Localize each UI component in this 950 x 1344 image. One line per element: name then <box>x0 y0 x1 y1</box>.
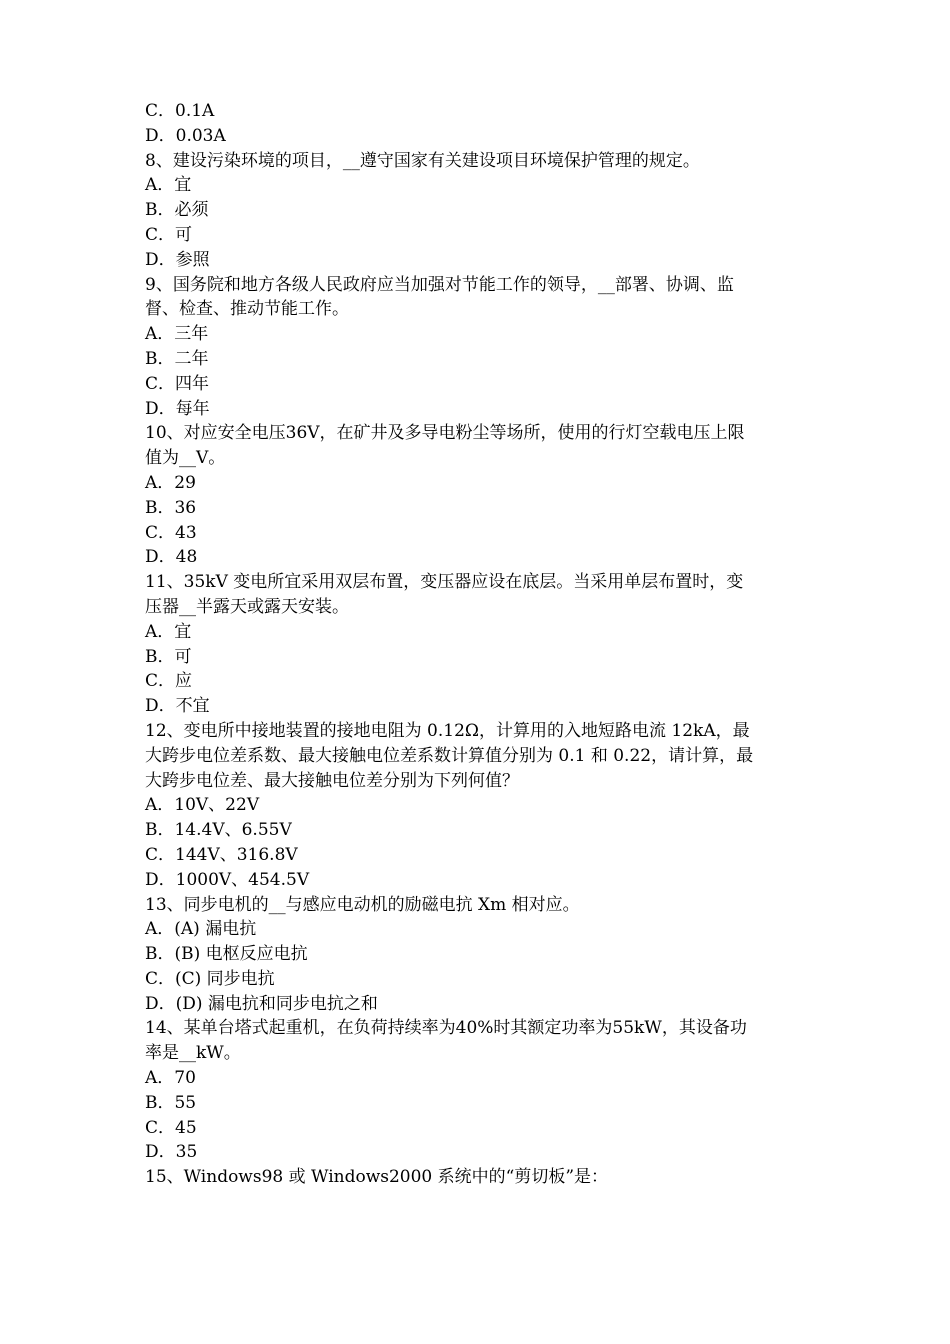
answer-option-line: D．1000V、454.5V <box>145 869 310 890</box>
answer-option-line: B．可 <box>145 646 192 667</box>
answer-option-line: D．(D) 漏电抗和同步电抗之和 <box>145 993 378 1014</box>
answer-option-line: B．36 <box>145 497 197 518</box>
answer-option-line: A．宜 <box>145 621 192 642</box>
question-text-line: 督、检查、推动节能工作。 <box>145 299 349 320</box>
answer-option-line: C．可 <box>145 224 193 245</box>
answer-option-line: B．55 <box>145 1092 197 1113</box>
question-text-line: 8、建设污染环境的项目，__遵守国家有关建设项目环境保护管理的规定。 <box>145 150 700 171</box>
question-text-line: 14、某单台塔式起重机，在负荷持续率为40%时其额定功率为55kW，其设备功 <box>145 1018 747 1039</box>
question-text-line: 大跨步电位差、最大接触电位差分别为下列何值？ <box>145 770 519 791</box>
question-text-line: 大跨步电位差系数、最大接触电位差系数计算值分别为 0.1 和 0.22，请计算，最 <box>145 745 754 766</box>
question-text-line: 15、Windows98 或 Windows2000 系统中的“剪切板”是： <box>145 1167 609 1188</box>
answer-option-line: A．三年 <box>145 324 209 345</box>
question-text-line: 值为__V。 <box>145 448 226 469</box>
answer-option-line: D．48 <box>145 547 198 568</box>
answer-option-line: A．(A) 漏电抗 <box>145 919 257 940</box>
question-text-line: 压器__半露天或露天安装。 <box>145 596 349 617</box>
answer-option-line: C．(C) 同步电抗 <box>145 968 275 989</box>
answer-option-line: C．应 <box>145 671 193 692</box>
answer-option-line: A．29 <box>145 472 196 493</box>
answer-option-line: B．二年 <box>145 348 209 369</box>
question-text-line: 11、35kV 变电所宜采用双层布置，变压器应设在底层。当采用单层布置时，变 <box>145 572 744 593</box>
answer-option-line: B．(B) 电枢反应电抗 <box>145 944 308 965</box>
answer-option-line: C．45 <box>145 1117 197 1138</box>
answer-option-line: A．70 <box>145 1068 196 1089</box>
answer-option-line: D．35 <box>145 1142 198 1163</box>
answer-option-line: C．四年 <box>145 373 210 394</box>
answer-option-line: C．144V、316.8V <box>145 844 298 865</box>
question-text-line: 率是__kW。 <box>145 1043 241 1064</box>
answer-option-line: C．0.1A <box>145 101 215 121</box>
question-text-line: 9、国务院和地方各级人民政府应当加强对节能工作的领导，__部署、协调、监 <box>145 274 734 295</box>
question-text-line: 10、对应安全电压36V，在矿井及多导电粉尘等场所，使用的行灯空载电压上限 <box>145 423 745 444</box>
answer-option-line: D．不宜 <box>145 696 210 717</box>
answer-option-line: B．必须 <box>145 200 209 221</box>
question-text-line: 13、同步电机的__与感应电动机的励磁电抗 Xm 相对应。 <box>145 894 580 915</box>
answer-option-line: D．参照 <box>145 249 210 270</box>
answer-option-line: C．43 <box>145 522 197 543</box>
question-text-line: 12、变电所中接地装置的接地电阻为 0.12Ω，计算用的入地短路电流 12kA，最 <box>145 720 750 741</box>
answer-option-line: D．0.03A <box>145 125 226 146</box>
answer-option-line: D．每年 <box>145 398 210 419</box>
answer-option-line: B．14.4V、6.55V <box>145 820 292 841</box>
answer-option-line: A．10V、22V <box>145 795 260 816</box>
exam-question-list <box>145 99 810 1190</box>
answer-option-line: A．宜 <box>145 175 192 196</box>
